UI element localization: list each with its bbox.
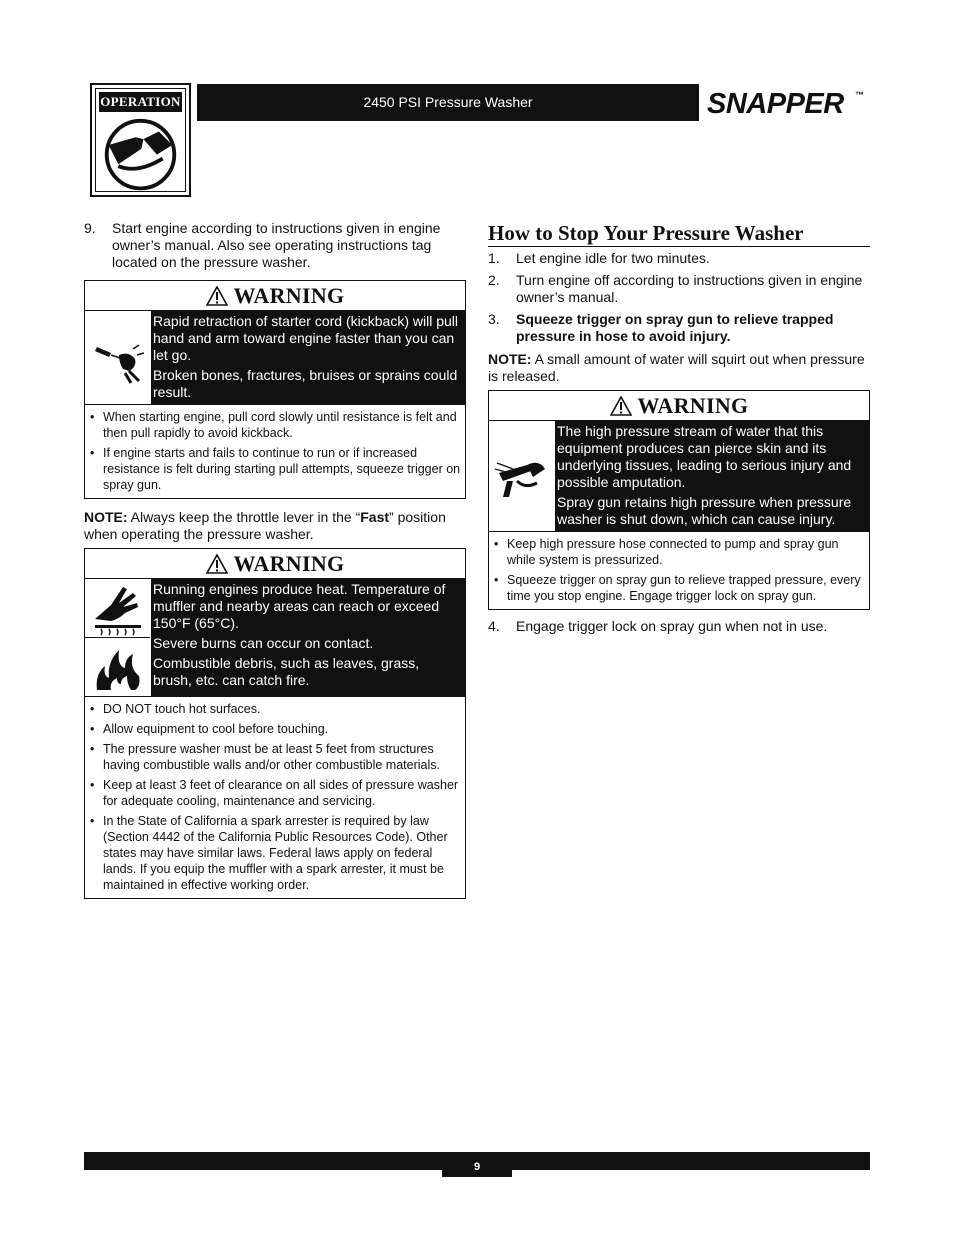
step-text: Start engine according to instructions given in engine owner’s manual. Also see operating instructions tag located on the pressure washer. [112, 220, 441, 270]
step-number: 9. [84, 220, 96, 236]
kickback-hand-icon [89, 329, 147, 387]
list-item: • Keep high pressure hose connected to pump and spray gun while system is pressurized. [494, 537, 839, 567]
warning-bullets [85, 404, 465, 498]
warning-text: The high pressure stream of water that this equipment produces can pierce skin and its underlying tissues, leading to serious injury and possible amputation. Spray gun retains high pressure when pressure washer is shut down, which can cause injury. [555, 421, 869, 531]
list-item: • In the State of California a spark arrester is required by law (Section 4442 of the California Public Resources Code). Other states may have similar laws. Federal laws apply on federal lands. If you equip the muffler with a spark arrester, it must be maintained in effective working order. [90, 814, 448, 892]
warning-text: Rapid retraction of starter cord (kickback) will pull hand and arm toward engine faster than you can let go. Broken bones, fractures, bruises or sprains could result. [151, 311, 465, 404]
step-2: 2. Turn engine off according to instructions given in engine owner’s manual. [488, 272, 863, 305]
warning-header [489, 391, 869, 421]
list-item: • When starting engine, pull cord slowly until resistance is felt and then pull rapidly to avoid kickback. [90, 410, 457, 440]
note-throttle: NOTE: Always keep the throttle lever in the “Fast” position when operating the pressure washer. [84, 509, 446, 542]
step-1: 1. Let engine idle for two minutes. [488, 250, 710, 266]
step-4: 4. Engage trigger lock on spray gun when not in use. [488, 618, 828, 634]
warning-triangle-icon [206, 286, 228, 306]
warning-box-kickback [84, 280, 466, 499]
warning-title: WARNING [233, 550, 345, 576]
left-column [84, 220, 466, 899]
warning-text: Running engines produce heat. Temperature of muffler and nearby areas can reach or exceed 150°F (65°C). Severe burns can occur on contact. Combustible debris, such as leaves, grass, brush, etc. can catch fire. [151, 579, 465, 696]
step-3: 3. Squeeze trigger on spray gun to relieve trapped pressure in hose to avoid injury. [488, 311, 834, 344]
warning-triangle-icon [206, 554, 228, 574]
operation-badge-label: OPERATION [99, 92, 182, 112]
svg-text:SNAPPER: SNAPPER [707, 88, 844, 120]
high-pressure-spray-icon [493, 447, 551, 505]
warning-box-high-pressure [488, 390, 870, 610]
page-number: 9 [442, 1152, 512, 1177]
warning-box-heat [84, 548, 466, 899]
warning-bullets [85, 696, 465, 898]
warning-header [85, 281, 465, 311]
hand-on-control-icon [99, 116, 182, 191]
section-title: How to Stop Your Pressure Washer [488, 220, 870, 247]
list-item: • The pressure washer must be at least 5 feet from structures having combustible walls and/or other combustible materials. [90, 742, 440, 772]
operation-badge [90, 83, 191, 197]
step-9 [84, 220, 466, 271]
warning-title: WARNING [637, 392, 749, 418]
fire-icon [89, 638, 147, 696]
header-title-bar: 2450 PSI Pressure Washer [197, 84, 699, 121]
note-water: NOTE: A small amount of water will squirt out when pressure is released. [488, 351, 865, 384]
list-item: • Keep at least 3 feet of clearance on all sides of pressure washer for adequate cooling, maintenance and servicing. [90, 778, 459, 808]
warning-header [85, 549, 465, 579]
list-item: • DO NOT touch hot surfaces. [90, 702, 261, 716]
list-item: • Squeeze trigger on spray gun to relieve trapped pressure, every time you stop engine. Engage trigger lock on spray gun. [494, 573, 861, 603]
hot-surface-icon [89, 579, 147, 637]
warning-bullets [489, 531, 869, 609]
list-item: • Allow equipment to cool before touching. [90, 722, 329, 736]
snapper-logo [705, 86, 870, 120]
warning-title: WARNING [233, 282, 345, 308]
list-item: • If engine starts and fails to continue to run or if increased resistance is felt during starting pull attempts, squeeze trigger on spray gun. [90, 446, 461, 492]
warning-triangle-icon [610, 396, 632, 416]
right-column [488, 220, 870, 635]
svg-text:™: ™ [855, 90, 864, 100]
